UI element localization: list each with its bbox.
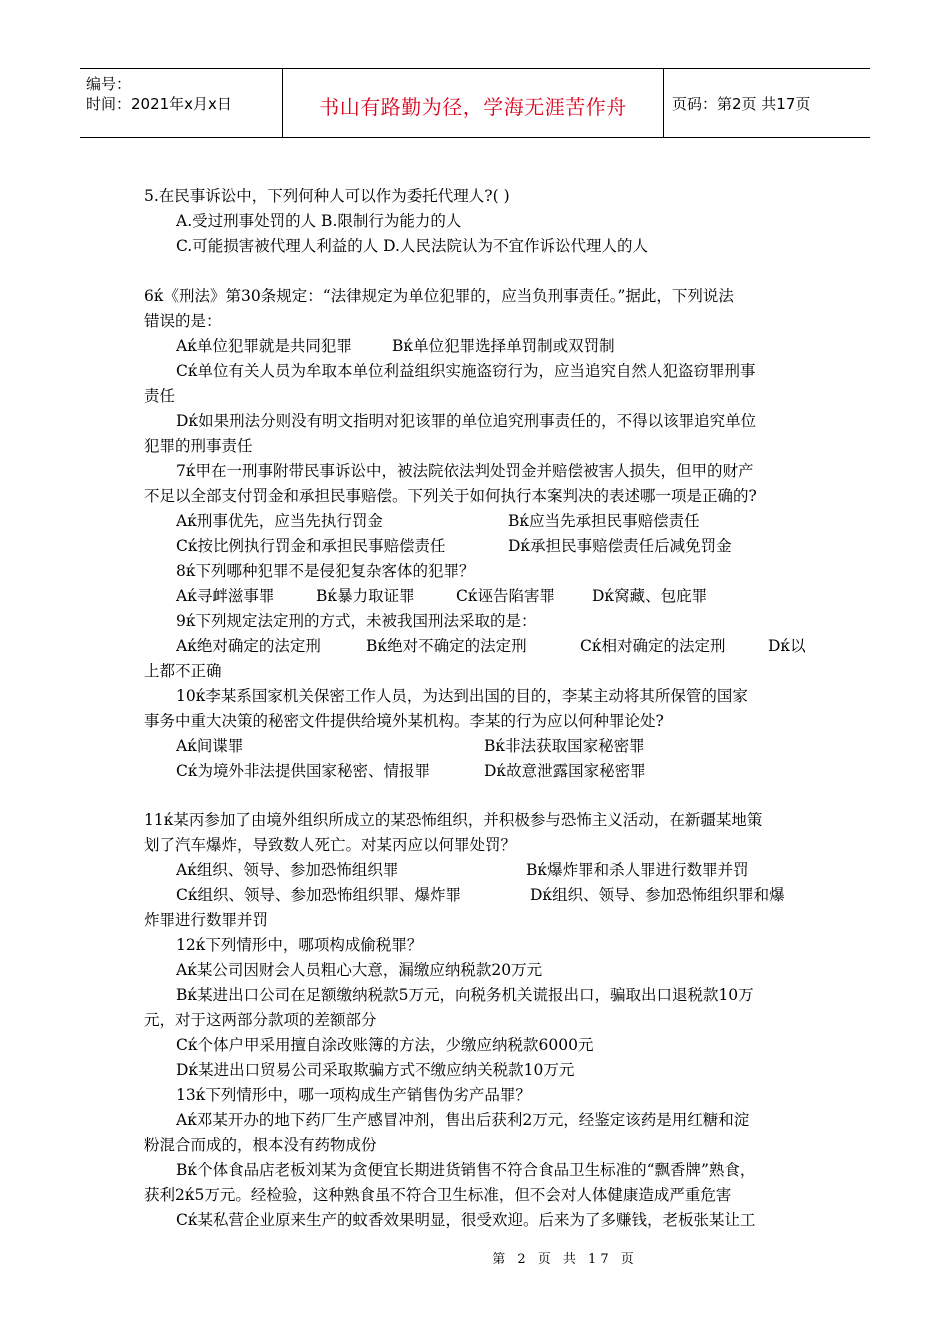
option-line: 上都不正确	[144, 662, 222, 680]
option-line: Cќ相对确定的法定刑	[580, 637, 726, 655]
question-line: 划了汽车爆炸，导致数人死亡。对某丙应以何罪处罚？	[144, 836, 517, 854]
option-line: Cќ个体户甲采用擅自涂改账簿的方法，少缴应纳税款6000元	[176, 1036, 594, 1054]
question-line: 11ќ某丙参加了由境外组织所成立的某恐怖组织，并积极参与恐怖主义活动，在新疆某地策	[144, 811, 763, 829]
option-line: Aќ单位犯罪就是共同犯罪	[176, 337, 352, 355]
option-line: Bќ个体食品店老板刘某为贪便宜长期进货销售不符合食品卫生标准的“飘香牌”熟食，	[176, 1161, 756, 1179]
option-line: Aќ间谍罪	[176, 737, 244, 755]
option-line: 获利2ќ5万元。经检验，这种熟食虽不符合卫生标准，但不会对人体健康造成严重危害	[144, 1186, 732, 1204]
option-line: Aќ刑事优先，应当先执行罚金	[176, 512, 383, 530]
option-line: Cќ为境外非法提供国家秘密、情报罪	[176, 762, 431, 780]
number-label: 编号：	[86, 75, 132, 93]
option-line: 粉混合而成的，根本没有药物成份	[144, 1136, 377, 1154]
question-line: 6ќ《刑法》第30条规定：“法律规定为单位犯罪的，应当负刑事责任。”据此，下列说法	[144, 287, 734, 305]
option-line: Bќ单位犯罪选择单罚制或双罚制	[392, 337, 615, 355]
option-line: 炸罪进行数罪并罚	[144, 911, 269, 929]
option-line: Cќ按比例执行罚金和承担民事赔偿责任	[176, 537, 446, 555]
option-line: 责任	[144, 387, 176, 405]
question-line: 5.在民事诉讼中，下列何种人可以作为委托代理人?( )	[144, 187, 510, 205]
question-line: 错误的是：	[144, 312, 222, 330]
option-line: Dќ某进出口贸易公司采取欺骗方式不缴应纳关税款10万元	[176, 1061, 575, 1079]
question-line: 8ќ下列哪种犯罪不是侵犯复杂客体的犯罪？	[176, 562, 475, 580]
option-line: Cќ单位有关人员为牟取本单位利益组织实施盗窃行为，应当追究自然人犯盗窃罪刑事	[176, 362, 756, 380]
option-line: 元，对于这两部分款项的差额部分	[144, 1011, 377, 1029]
header-page-cell	[664, 69, 870, 137]
option-line: Cќ组织、领导、参加恐怖组织罪、爆炸罪	[176, 886, 462, 904]
option-line: Aќ组织、领导、参加恐怖组织罪	[176, 861, 399, 879]
option-line: Dќ组织、领导、参加恐怖组织罪和爆	[530, 886, 785, 904]
option-line: Cќ某私营企业原来生产的蚊香效果明显，很受欢迎。后来为了多赚钱，老板张某让工	[176, 1211, 756, 1229]
option-line: Aќ某公司因财会人员粗心大意，漏缴应纳税款20万元	[176, 961, 543, 979]
header-motto-cell	[283, 69, 664, 137]
option-line: Dќ承担民事赔偿责任后减免罚金	[508, 537, 732, 555]
option-line: Aќ邓某开办的地下药厂生产感冒冲剂，售出后获利2万元，经鉴定该药是用红糖和淀	[176, 1111, 750, 1129]
option-line: Cќ诬告陷害罪	[456, 587, 556, 605]
option-line: Dќ故意泄露国家秘密罪	[484, 762, 646, 780]
option-line: C.可能损害被代理人利益的人 D.人民法院认为不宜作诉讼代理人的人	[176, 237, 648, 255]
page-indicator: 页码：第2页 共17页	[672, 95, 811, 113]
option-line: Bќ绝对不确定的法定刑	[366, 637, 527, 655]
header-meta	[80, 69, 283, 137]
option-line: Bќ某进出口公司在足额缴纳税款5万元，向税务机关谎报出口，骗取出口退税款10万	[176, 986, 754, 1004]
question-line: 事务中重大决策的秘密文件提供给境外某机构。李某的行为应以何种罪论处?	[144, 712, 664, 730]
question-line: 10ќ李某系国家机关保密工作人员，为达到出国的目的，李某主动将其所保管的国家	[176, 687, 748, 705]
motto: 书山有路勤为径，学海无涯苦作舟	[319, 95, 627, 119]
page-header	[80, 68, 870, 138]
option-line: Bќ应当先承担民事赔偿责任	[508, 512, 700, 530]
option-line: Dќ窝藏、包庇罪	[592, 587, 708, 605]
page-footer: 第 2 页 共 17 页	[492, 1252, 638, 1267]
option-line: Dќ以	[768, 637, 806, 655]
question-line: 12ќ下列情形中，哪项构成偷税罪？	[176, 936, 423, 954]
option-line: 犯罪的刑事责任	[144, 437, 253, 455]
option-line: A.受过刑事处罚的人 B.限制行为能力的人	[176, 212, 462, 230]
option-line: Aќ绝对确定的法定刑	[176, 637, 321, 655]
question-line: 不足以全部支付罚金和承担民事赔偿。下列关于如何执行本案判决的表述哪一项是正确的?	[144, 487, 757, 505]
option-line: Bќ暴力取证罪	[316, 587, 415, 605]
option-line: Aќ寻衅滋事罪	[176, 587, 275, 605]
option-line: Bќ非法获取国家秘密罪	[484, 737, 645, 755]
question-line: 13ќ下列情形中，哪一项构成生产销售伪劣产品罪？	[176, 1086, 531, 1104]
option-line: Bќ爆炸罪和杀人罪进行数罪并罚	[526, 861, 749, 879]
question-line: 9ќ下列规定法定刑的方式，未被我国刑法采取的是：	[176, 612, 537, 630]
date-label: 时间：2021年x月x日	[86, 95, 232, 113]
option-line: Dќ如果刑法分则没有明文指明对犯该罪的单位追究刑事责任的，不得以该罪追究单位	[176, 412, 757, 430]
question-line: 7ќ甲在一刑事附带民事诉讼中，被法院依法判处罚金并赔偿被害人损失，但甲的财产	[176, 462, 754, 480]
